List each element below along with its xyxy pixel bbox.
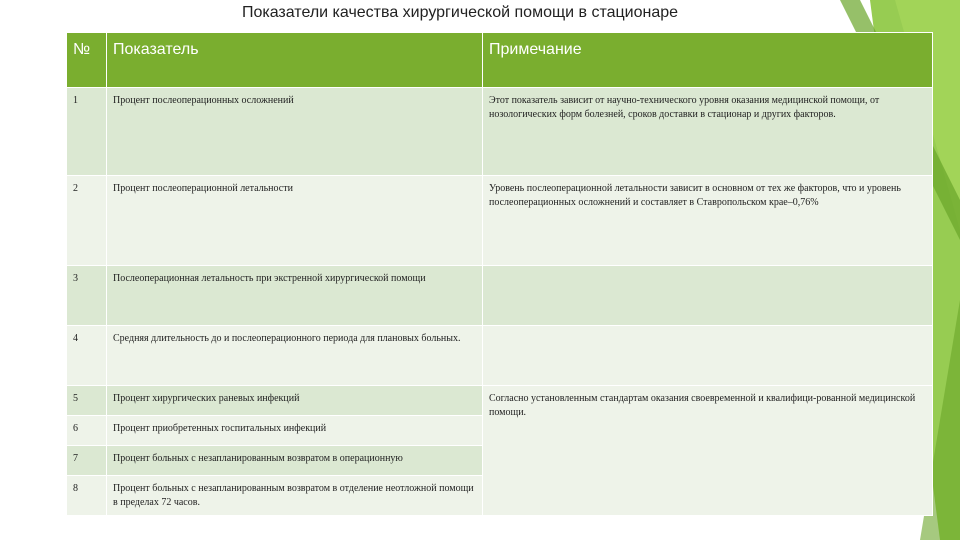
quality-indicators-table <box>66 32 933 516</box>
row-number: 8 <box>67 476 107 516</box>
row-number: 5 <box>67 386 107 416</box>
table-row <box>67 176 933 266</box>
table-row <box>67 386 933 416</box>
column-header-number: № <box>67 33 107 88</box>
row-indicator: Процент приобретенных госпитальных инфекций <box>107 416 483 446</box>
column-header-indicator: Показатель <box>107 33 483 88</box>
row-number: 3 <box>67 266 107 326</box>
row-note <box>483 266 933 326</box>
row-indicator: Процент послеоперационных осложнений <box>107 88 483 176</box>
row-indicator: Средняя длительность до и послеоперационного периода для плановых больных. <box>107 326 483 386</box>
table-row <box>67 266 933 326</box>
table-row <box>67 326 933 386</box>
row-note: Уровень послеоперационной летальности зависит в основном от тех же факторов, что и уровень послеоперационных осложнений и составляет в Ставропольском крае–0,76% <box>483 176 933 266</box>
row-indicator: Процент больных с незапланированным возвратом в отделение неотложной помощи в пределах 72 часов. <box>107 476 483 516</box>
row-indicator: Процент больных с незапланированным возвратом в операционную <box>107 446 483 476</box>
row-note <box>483 326 933 386</box>
row-indicator: Процент послеоперационной летальности <box>107 176 483 266</box>
table-header-row <box>67 33 933 88</box>
row-number: 1 <box>67 88 107 176</box>
row-number: 6 <box>67 416 107 446</box>
column-header-note: Примечание <box>483 33 933 88</box>
row-note: Этот показатель зависит от научно-технического уровня оказания медицинской помощи, от нозологических форм болезней, сроков доставки в стационар и других факторов. <box>483 88 933 176</box>
row-indicator: Послеоперационная летальность при экстренной хирургической помощи <box>107 266 483 326</box>
slide-title: Показатели качества хирургической помощи в стационаре <box>241 4 679 21</box>
row-number: 4 <box>67 326 107 386</box>
row-note-merged: Согласно установленным стандартам оказания своевременной и квалифици-рованной медицинской помощи. <box>483 386 933 516</box>
row-indicator: Процент хирургических раневых инфекций <box>107 386 483 416</box>
row-number: 2 <box>67 176 107 266</box>
row-number: 7 <box>67 446 107 476</box>
table-row <box>67 88 933 176</box>
